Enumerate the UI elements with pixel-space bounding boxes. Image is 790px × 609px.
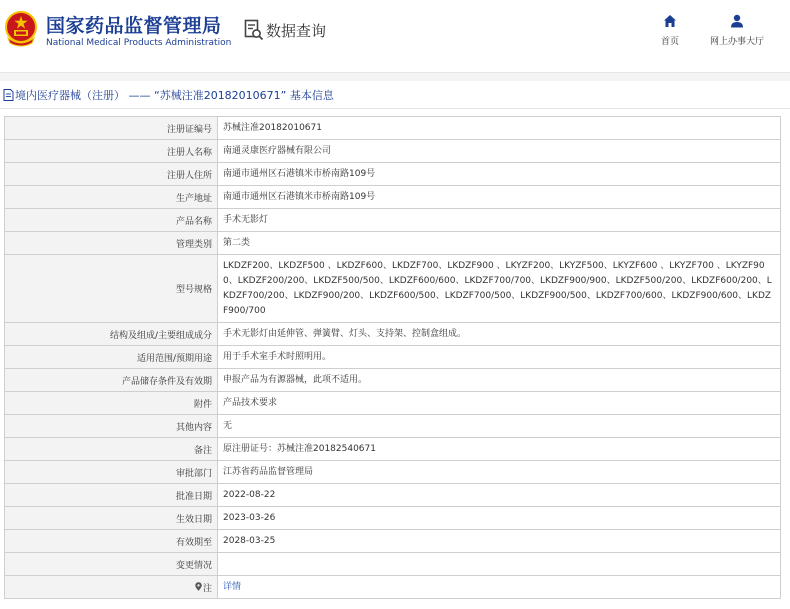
table-row	[5, 392, 781, 415]
field-value: 苏械注准20182010671	[218, 117, 781, 140]
field-value: 无	[218, 415, 781, 438]
header-divider	[0, 72, 790, 81]
nav-online-hall[interactable]	[702, 14, 772, 47]
field-label: 生效日期	[5, 507, 218, 530]
data-query-title	[244, 18, 326, 42]
page-title: 境内医疗器械（注册） —— “苏械注准20182010671” 基本信息	[15, 89, 334, 102]
data-query-label: 数据查询	[266, 21, 327, 40]
field-value: 原注册证号：苏械注准20182540671	[218, 438, 781, 461]
details-link[interactable]: 详情	[223, 581, 242, 592]
table-row	[5, 163, 781, 186]
table-row	[5, 553, 781, 576]
note-label-cell	[5, 576, 218, 599]
site-header	[0, 0, 790, 72]
field-label: 注册人住所	[5, 163, 218, 186]
document-search-icon	[244, 19, 264, 41]
document-icon	[3, 89, 14, 101]
national-emblem-icon	[4, 10, 38, 48]
field-label: 管理类别	[5, 232, 218, 255]
field-value: 南通灵康医疗器械有限公司	[218, 140, 781, 163]
home-icon	[663, 14, 677, 28]
field-label: 附件	[5, 392, 218, 415]
field-label: 其他内容	[5, 415, 218, 438]
field-label: 批准日期	[5, 484, 218, 507]
field-label: 注册人名称	[5, 140, 218, 163]
user-icon	[730, 14, 744, 28]
field-value: 2028-03-25	[218, 530, 781, 553]
registration-info-table	[4, 116, 781, 599]
table-row	[5, 369, 781, 392]
table-row	[5, 232, 781, 255]
table-row	[5, 255, 781, 323]
field-value: LKDZF200、LKDZF500 、LKDZF600、LKDZF700、LKDZF900 、LKYZF200、LKYZF500、LKYZF600 、LKYZF700 、LKYZF900、LKDZF200/200、LKDZF500/500、LKDZF600/600、LKDZF700/700、LKDZF900/900、LKDZF500/200、LKDZF600/200、LKDZF700/200、LKDZF900/200、LKDZF600/500、LKDZF700/500、LKDZF900/500、LKDZF700/600、LKDZF900/600、LKDZF900/700	[218, 255, 781, 323]
table-row	[5, 186, 781, 209]
field-label: 适用范围/预期用途	[5, 346, 218, 369]
table-row	[5, 117, 781, 140]
nav-home[interactable]	[652, 14, 688, 47]
nav-online-hall-label: 网上办事大厅	[709, 37, 764, 47]
field-label: 结构及组成/主要组成成分	[5, 323, 218, 346]
table-row	[5, 461, 781, 484]
field-value: 2022-08-22	[218, 484, 781, 507]
field-value	[218, 553, 781, 576]
table-row	[5, 346, 781, 369]
field-label: 备注	[5, 438, 218, 461]
field-label: 注册证编号	[5, 117, 218, 140]
table-row	[5, 140, 781, 163]
note-value-cell	[218, 576, 781, 599]
table-row	[5, 507, 781, 530]
location-pin-icon	[195, 582, 202, 591]
field-value: 南通市通州区石港镇米市桥南路109号	[218, 163, 781, 186]
table-row	[5, 484, 781, 507]
table-row	[5, 323, 781, 346]
table-row	[5, 530, 781, 553]
table-row	[5, 209, 781, 232]
page-title-bar	[0, 82, 790, 109]
note-label: 注	[202, 583, 212, 594]
field-value: 产品技术要求	[218, 392, 781, 415]
field-value: 手术无影灯	[218, 209, 781, 232]
field-value: 南通市通州区石港镇米市桥南路109号	[218, 186, 781, 209]
field-label: 生产地址	[5, 186, 218, 209]
table-row	[5, 415, 781, 438]
field-label: 有效期至	[5, 530, 218, 553]
field-label: 审批部门	[5, 461, 218, 484]
field-value: 2023-03-26	[218, 507, 781, 530]
table-row	[5, 438, 781, 461]
field-label: 变更情况	[5, 553, 218, 576]
agency-name-en[interactable]: National Medical Products Administration	[46, 38, 232, 48]
field-label: 型号规格	[5, 255, 218, 323]
nav-home-label: 首页	[660, 37, 679, 47]
table-row	[5, 576, 781, 599]
field-value: 第二类	[218, 232, 781, 255]
field-label: 产品名称	[5, 209, 218, 232]
field-value: 江苏省药品监督管理局	[218, 461, 781, 484]
field-label: 产品储存条件及有效期	[5, 369, 218, 392]
field-value: 手术无影灯由延伸管、弹簧臂、灯头、支持架、控制盒组成。	[218, 323, 781, 346]
field-value: 用于手术室手术时照明用。	[218, 346, 781, 369]
agency-name-cn[interactable]: 国家药品监督管理局	[46, 15, 222, 37]
field-value: 申报产品为有源器械，此项不适用。	[218, 369, 781, 392]
